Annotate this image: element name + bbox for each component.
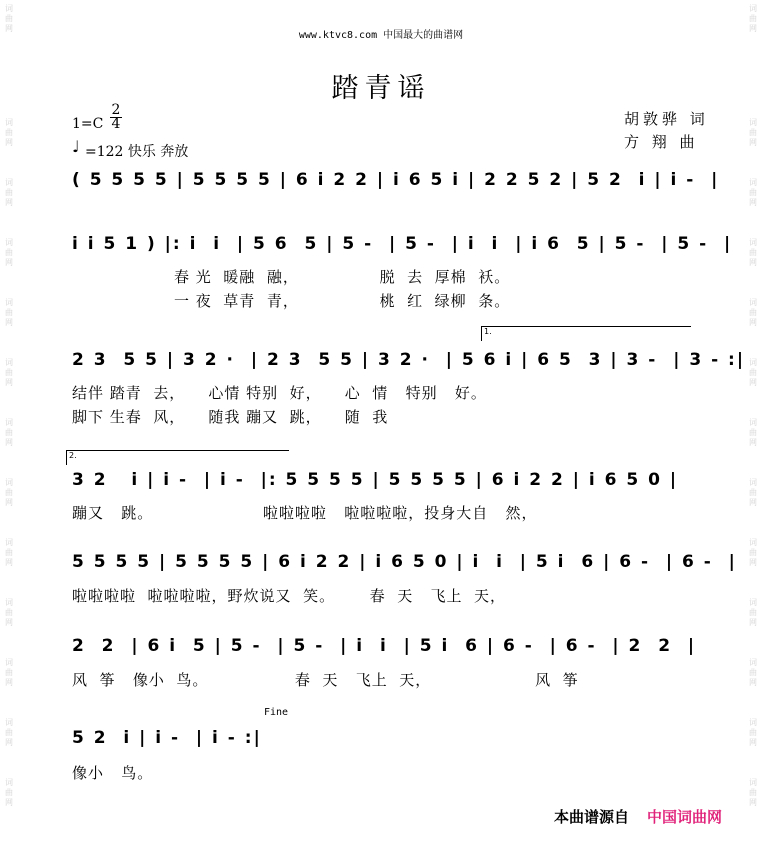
lyric-row-5: 啦啦啦啦 啦啦啦啦，野炊说又 笑。 春 天 飞上 天， [72,587,507,605]
tempo-marking: =122 快乐 奔放 [85,144,189,160]
source-label: 本曲谱源自 [553,808,629,826]
lyric-row-2-verse-1: 春 光 暖融 融， 脱 去 厚棉 袄。 [174,268,511,286]
score-row-2: i i 5 1 ) |: i i | 5 6 5 | 5 - | 5 - | i i | i 6 5 | 5 - | 5 - | [72,234,733,254]
score-row-7: 5 2 i | i - | i - :| [72,728,262,748]
time-signature: 2 4 [111,102,121,132]
watermark-right: 词 曲 网 词 曲 网 词 曲 网 词 曲 网 词 曲 网 词 曲 网 词 曲 网 词 曲 网 词 曲 网 词 曲 网 词 曲 网 词 曲 网 词 曲 网 [749,4,757,807]
lyric-row-2-verse-2: 一 夜 草青 青， 桃 红 绿柳 条。 [174,292,511,310]
watermark-left: 词 曲 网 词 曲 网 词 曲 网 词 曲 网 词 曲 网 词 曲 网 词 曲 网 词 曲 网 词 曲 网 词 曲 网 词 曲 网 词 曲 网 词 曲 网 [5,4,13,807]
volta-first-ending: 1. [481,326,691,341]
score-row-4: 3 2 i | i - | i - |: 5 5 5 5 | 5 5 5 5 | 6 i 2 2 | i 6 5 0 | [72,470,679,490]
composer: 方 翔 曲 [624,133,699,151]
lyric-row-6: 风 筝 像小 鸟。 春 天 飞上 天， 风 筝 [72,671,579,689]
lyricist: 胡敦骅 词 [624,110,709,128]
score-row-5: 5 5 5 5 | 5 5 5 5 | 6 i 2 2 | i 6 5 0 | i i | 5 i 6 | 6 - | 6 - | [72,552,737,572]
fine-marking: Fine [264,707,289,718]
lyric-row-3-verse-1: 结伴 踏青 去， 心情 特别 好， 心 情 特别 好。 [72,384,487,402]
source-brand-link[interactable]: 中国词曲网 [646,808,722,826]
lyric-row-3-verse-2: 脚下 生春 风， 随我 蹦又 跳， 随 我 [72,408,389,426]
key-signature: 1=C [72,116,104,132]
score-row-6: 2 2 | 6 i 5 | 5 - | 5 - | i i | 5 i 6 | 6 - | 6 - | 2 2 | [72,636,697,656]
lyric-row-4: 蹦又 跳。 啦啦啦啦 啦啦啦啦，投身大自 然， [72,504,538,522]
score-row-1: ( 5 5 5 5 | 5 5 5 5 | 6 i 2 2 | i 6 5 i | 2 2 5 2 | 5 2 i | i - | [72,170,720,190]
volta-second-ending: 2. [66,450,289,465]
site-header: www.ktvc8.com 中国最大的曲谱网 [298,30,464,41]
lyric-row-7: 像小 鸟。 [72,764,154,782]
source-footer [554,806,722,827]
score-row-3: 2 3 5 5 | 3 2 · | 2 3 5 5 | 3 2 · | 5 6 i | 6 5 3 | 3 - | 3 - :| [72,350,746,370]
song-title: 踏青谣 [331,73,431,104]
quarter-note-icon: ♩ [72,137,80,156]
